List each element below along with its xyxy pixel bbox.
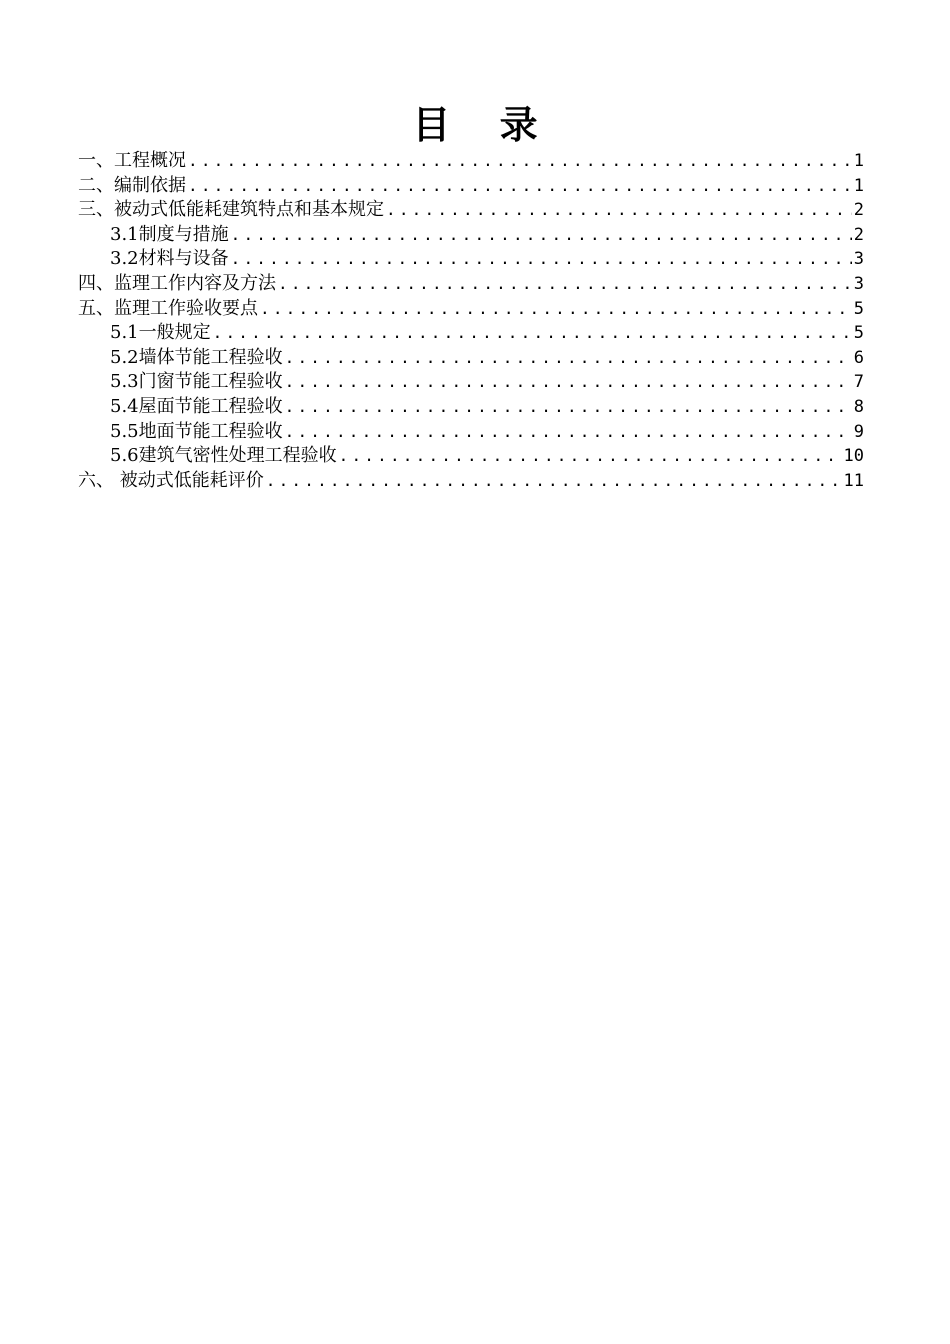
toc-entry-label: 3.1制度与措施 — [110, 223, 229, 245]
dot-leader — [285, 370, 852, 395]
toc-entry[interactable] — [78, 272, 864, 297]
toc-entry[interactable] — [78, 223, 864, 248]
toc-title: 目 录 — [412, 103, 556, 147]
toc-page-number: 2 — [853, 224, 864, 245]
toc-page-number: 11 — [843, 470, 864, 491]
toc-entry[interactable] — [78, 469, 864, 494]
toc-entry-label: 3.2材料与设备 — [110, 248, 229, 270]
toc-entry-label: 5.3门窗节能工程验收 — [110, 371, 283, 393]
dot-leader — [213, 321, 852, 346]
dot-leader — [188, 174, 852, 199]
dot-leader — [285, 346, 852, 371]
dot-leader — [260, 297, 852, 322]
toc-entry[interactable] — [78, 149, 864, 174]
toc-page-number: 7 — [853, 372, 864, 393]
toc-entry-label: 六、 被动式低能耗评价 — [78, 469, 264, 491]
toc-entry[interactable] — [78, 198, 864, 223]
toc-entry-label: 5.6建筑气密性处理工程验收 — [110, 445, 337, 467]
toc-page-number: 3 — [853, 249, 864, 270]
toc-entry-label: 三、被动式低能耗建筑特点和基本规定 — [78, 199, 384, 221]
toc-entry[interactable] — [78, 247, 864, 272]
dot-leader — [231, 247, 852, 272]
toc-entry[interactable] — [78, 321, 864, 346]
dot-leader — [231, 223, 852, 248]
toc-entry-label: 5.1一般规定 — [110, 322, 211, 344]
toc-entry[interactable] — [78, 420, 864, 445]
toc-page-number: 8 — [853, 396, 864, 417]
dot-leader — [188, 149, 852, 174]
toc-entry-label: 一、工程概况 — [78, 150, 186, 171]
toc-page-number: 9 — [853, 421, 864, 442]
toc-page-number: 10 — [843, 446, 864, 467]
table-of-contents — [78, 149, 864, 493]
toc-page-number: 1 — [853, 151, 864, 171]
toc-entry[interactable] — [78, 297, 864, 322]
dot-leader — [339, 444, 842, 469]
toc-page-number: 3 — [853, 273, 864, 294]
toc-page-number: 2 — [853, 200, 864, 221]
toc-entry[interactable] — [78, 395, 864, 420]
dot-leader — [266, 469, 842, 494]
toc-entry-label: 5.2墙体节能工程验收 — [110, 346, 283, 368]
toc-entry-label: 四、监理工作内容及方法 — [78, 272, 276, 294]
toc-page-number: 1 — [853, 175, 864, 196]
toc-page-number: 6 — [853, 347, 864, 368]
dot-leader — [285, 420, 852, 445]
toc-entry[interactable] — [78, 444, 864, 469]
toc-page-number: 5 — [853, 298, 864, 319]
dot-leader — [285, 395, 852, 420]
toc-entry[interactable] — [78, 370, 864, 395]
toc-entry-label: 5.4屋面节能工程验收 — [110, 395, 283, 417]
toc-entry-label: 5.5地面节能工程验收 — [110, 420, 283, 442]
dot-leader — [278, 272, 852, 297]
toc-entry[interactable] — [78, 346, 864, 371]
dot-leader — [386, 198, 852, 223]
toc-entry-label: 二、编制依据 — [78, 174, 186, 196]
toc-page-number: 5 — [853, 323, 864, 344]
toc-entry[interactable] — [78, 174, 864, 199]
toc-entry-label: 五、监理工作验收要点 — [78, 297, 258, 319]
